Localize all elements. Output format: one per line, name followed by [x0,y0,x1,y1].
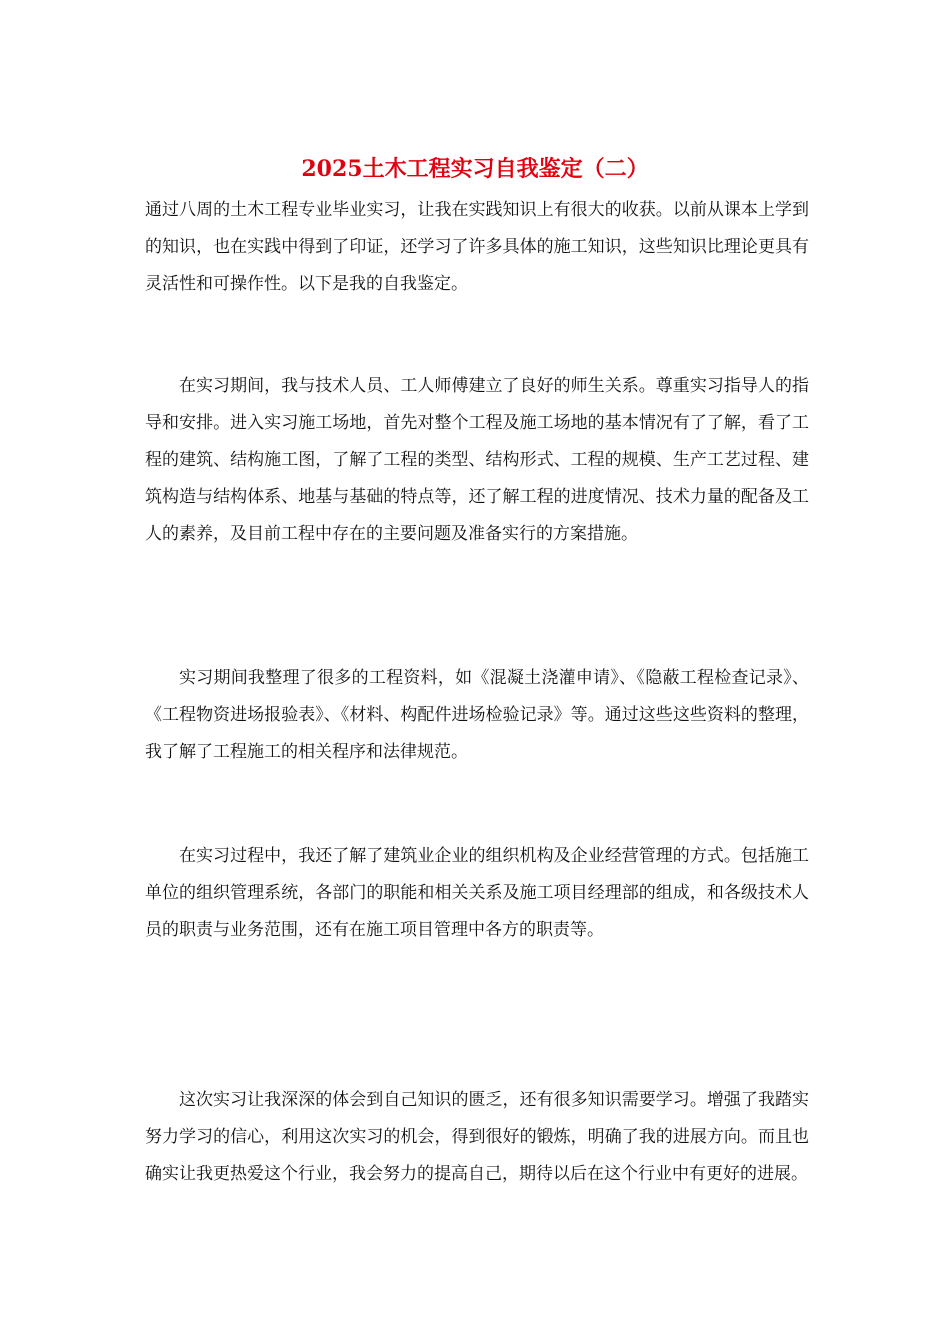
paragraph-intro: 通过八周的土木工程专业毕业实习，让我在实践知识上有很大的收获。以前从课本上学到的知识，也在实践中得到了印证，还学习了许多具体的施工知识，这些知识比理论更具有灵活性和可操作性。以下是我的自我鉴定。 [145,200,809,294]
paragraph-materials: 实习期间我整理了很多的工程资料，如《混凝土浇灌申请》、《隐蔽工程检查记录》、《工程物资进场报验表》、《材料、构配件进场检验记录》等。通过这些这些资料的整理，我了解了工程施工的相关程序和法律规范。 [145,668,809,762]
document-title: 2025土木工程实习自我鉴定（二） [301,156,649,182]
paragraph-conclusion: 这次实习让我深深的体会到自己知识的匮乏，还有很多知识需要学习。增强了我踏实努力学习的信心，利用这次实习的机会，得到很好的锻炼，明确了我的进展方向。而且也确实让我更热爱这个行业，我会努力的提高自己，期待以后在这个行业中有更好的进展。 [145,1090,809,1184]
paragraph-organization: 在实习过程中，我还了解了建筑业企业的组织机构及企业经营管理的方式。包括施工单位的组织管理系统，各部门的职能和相关关系及施工项目经理部的组成，和各级技术人员的职责与业务范围，还有在施工项目管理中各方的职责等。 [145,846,809,940]
paragraph-relations: 在实习期间，我与技术人员、工人师傅建立了良好的师生关系。尊重实习指导人的指导和安排。进入实习施工场地，首先对整个工程及施工场地的基本情况有了了解，看了工程的建筑、结构施工图，了解了工程的类型、结构形式、工程的规模、生产工艺过程、建筑构造与结构体系、地基与基础的特点等，还了解工程的进度情况、技术力量的配备及工人的素养，及目前工程中存在的主要问题及准备实行的方案措施。 [145,376,809,544]
